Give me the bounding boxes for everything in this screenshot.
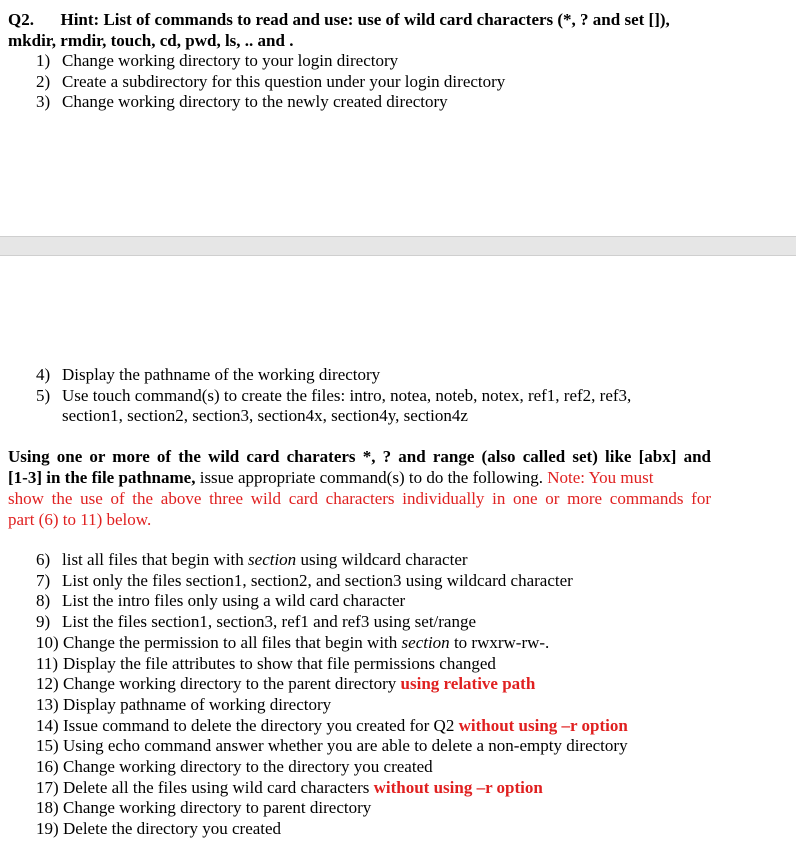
step-b-item [36, 386, 796, 406]
list-number: 17) [36, 777, 59, 797]
step-b-item [36, 365, 796, 385]
list-number: 18) [36, 798, 59, 818]
step-c-item [36, 550, 796, 570]
q2-heading [8, 10, 670, 30]
step-b-item [36, 406, 796, 426]
step-c-item [36, 695, 796, 715]
list-number: 13) [36, 694, 59, 714]
page-break [0, 236, 796, 256]
list-text: list all files that begin with section using wildcard character [62, 550, 468, 569]
step-c-item [36, 716, 796, 736]
list-text: Delete all the files using wild card characters without using –r option [63, 777, 543, 797]
document-page-2 [0, 256, 796, 850]
list-number: 9) [36, 612, 51, 632]
step-a-item [36, 92, 796, 112]
q2-label: Q2. [8, 10, 34, 29]
step-c-item [36, 612, 796, 632]
list-number: 19) [36, 819, 59, 839]
list-number: 14) [36, 715, 59, 735]
instructions-line4: part (6) to 11) below. [8, 510, 152, 529]
list-text: Change working directory to parent directory [63, 798, 372, 818]
list-text: Display pathname of working directory [63, 694, 332, 714]
list-number: 7) [36, 570, 51, 590]
list-number: 16) [36, 757, 59, 776]
step-c-item [36, 757, 796, 777]
list-text: Change working directory to the directory you created [63, 757, 433, 776]
list-text: Change working directory to your login directory [62, 51, 399, 70]
highlight-text: without using –r option [458, 715, 628, 735]
q2-hint-line2: mkdir, rmdir, touch, cd, pwd, ls, .. and . [8, 31, 294, 50]
step-c-item [36, 591, 796, 611]
list-number: 8) [36, 591, 51, 611]
document-page-1 [0, 0, 796, 236]
emphasis-text: section [401, 632, 450, 652]
list-number: 2) [36, 71, 51, 91]
list-text: List the files section1, section3, ref1 and ref3 using set/range [62, 612, 477, 632]
list-text: Use touch command(s) to create the files: intro, notea, noteb, notex, ref1, ref2, ref3, [62, 385, 632, 405]
step-a-item [36, 72, 796, 92]
list-number: 3) [36, 92, 51, 111]
highlight-text: without using –r option [373, 777, 543, 797]
step-c-item [36, 571, 796, 591]
step-c-item [36, 654, 796, 674]
list-text: Display the pathname of the working directory [62, 365, 381, 384]
list-text: Display the file attributes to show that file permissions changed [63, 653, 496, 673]
highlight-text: using relative path [400, 674, 536, 694]
q2-hint-line1: Hint: List of commands to read and use: use of wild card characters (*, ? and set []), [60, 10, 670, 29]
q2-hint-line2-row [8, 31, 293, 51]
list-text: section1, section2, section3, section4x, section4y, section4z [62, 406, 468, 425]
instructions-line3: show the use of the above three wild card characters individually in one or more commands for [8, 489, 711, 508]
step-c-item [36, 798, 796, 818]
step-c-item [36, 674, 796, 694]
list-number: 5) [36, 385, 51, 405]
list-number: 15) [36, 736, 59, 756]
step-c-item [36, 736, 796, 756]
list-number: 1) [36, 51, 51, 70]
emphasis-text: section [248, 550, 297, 569]
list-text: List only the files section1, section2, and section3 using wildcard character [62, 570, 573, 590]
list-number: 11) [36, 653, 59, 673]
step-c-item [36, 633, 796, 653]
step-c-item [36, 819, 796, 839]
list-number: 10) [36, 632, 59, 652]
instructions-line2: [1-3] in the file pathname, issue appropriate command(s) to do the following. Note: You must [8, 468, 654, 487]
list-text: Change working directory to the parent directory using relative path [63, 674, 536, 694]
list-text: Delete the directory you created [63, 819, 282, 839]
list-number: 4) [36, 365, 51, 384]
instructions-line1: Using one or more of the wild card charaters *, ? and range (also called set) like [abx] and [8, 447, 711, 466]
list-text: Change working directory to the newly created directory [62, 92, 448, 111]
step-c-item [36, 778, 796, 798]
list-number: 6) [36, 550, 51, 569]
list-text: Using echo command answer whether you are able to delete a non-empty directory [63, 736, 628, 756]
list-text: List the intro files only using a wild card character [62, 591, 406, 611]
list-text: Issue command to delete the directory you created for Q2 without using –r option [63, 715, 628, 735]
list-text: Create a subdirectory for this question under your login directory [62, 71, 506, 91]
list-number: 12) [36, 674, 59, 694]
list-text: Change the permission to all files that begin with section to rwxrw-rw-. [63, 632, 550, 652]
step-a-item [36, 51, 796, 71]
